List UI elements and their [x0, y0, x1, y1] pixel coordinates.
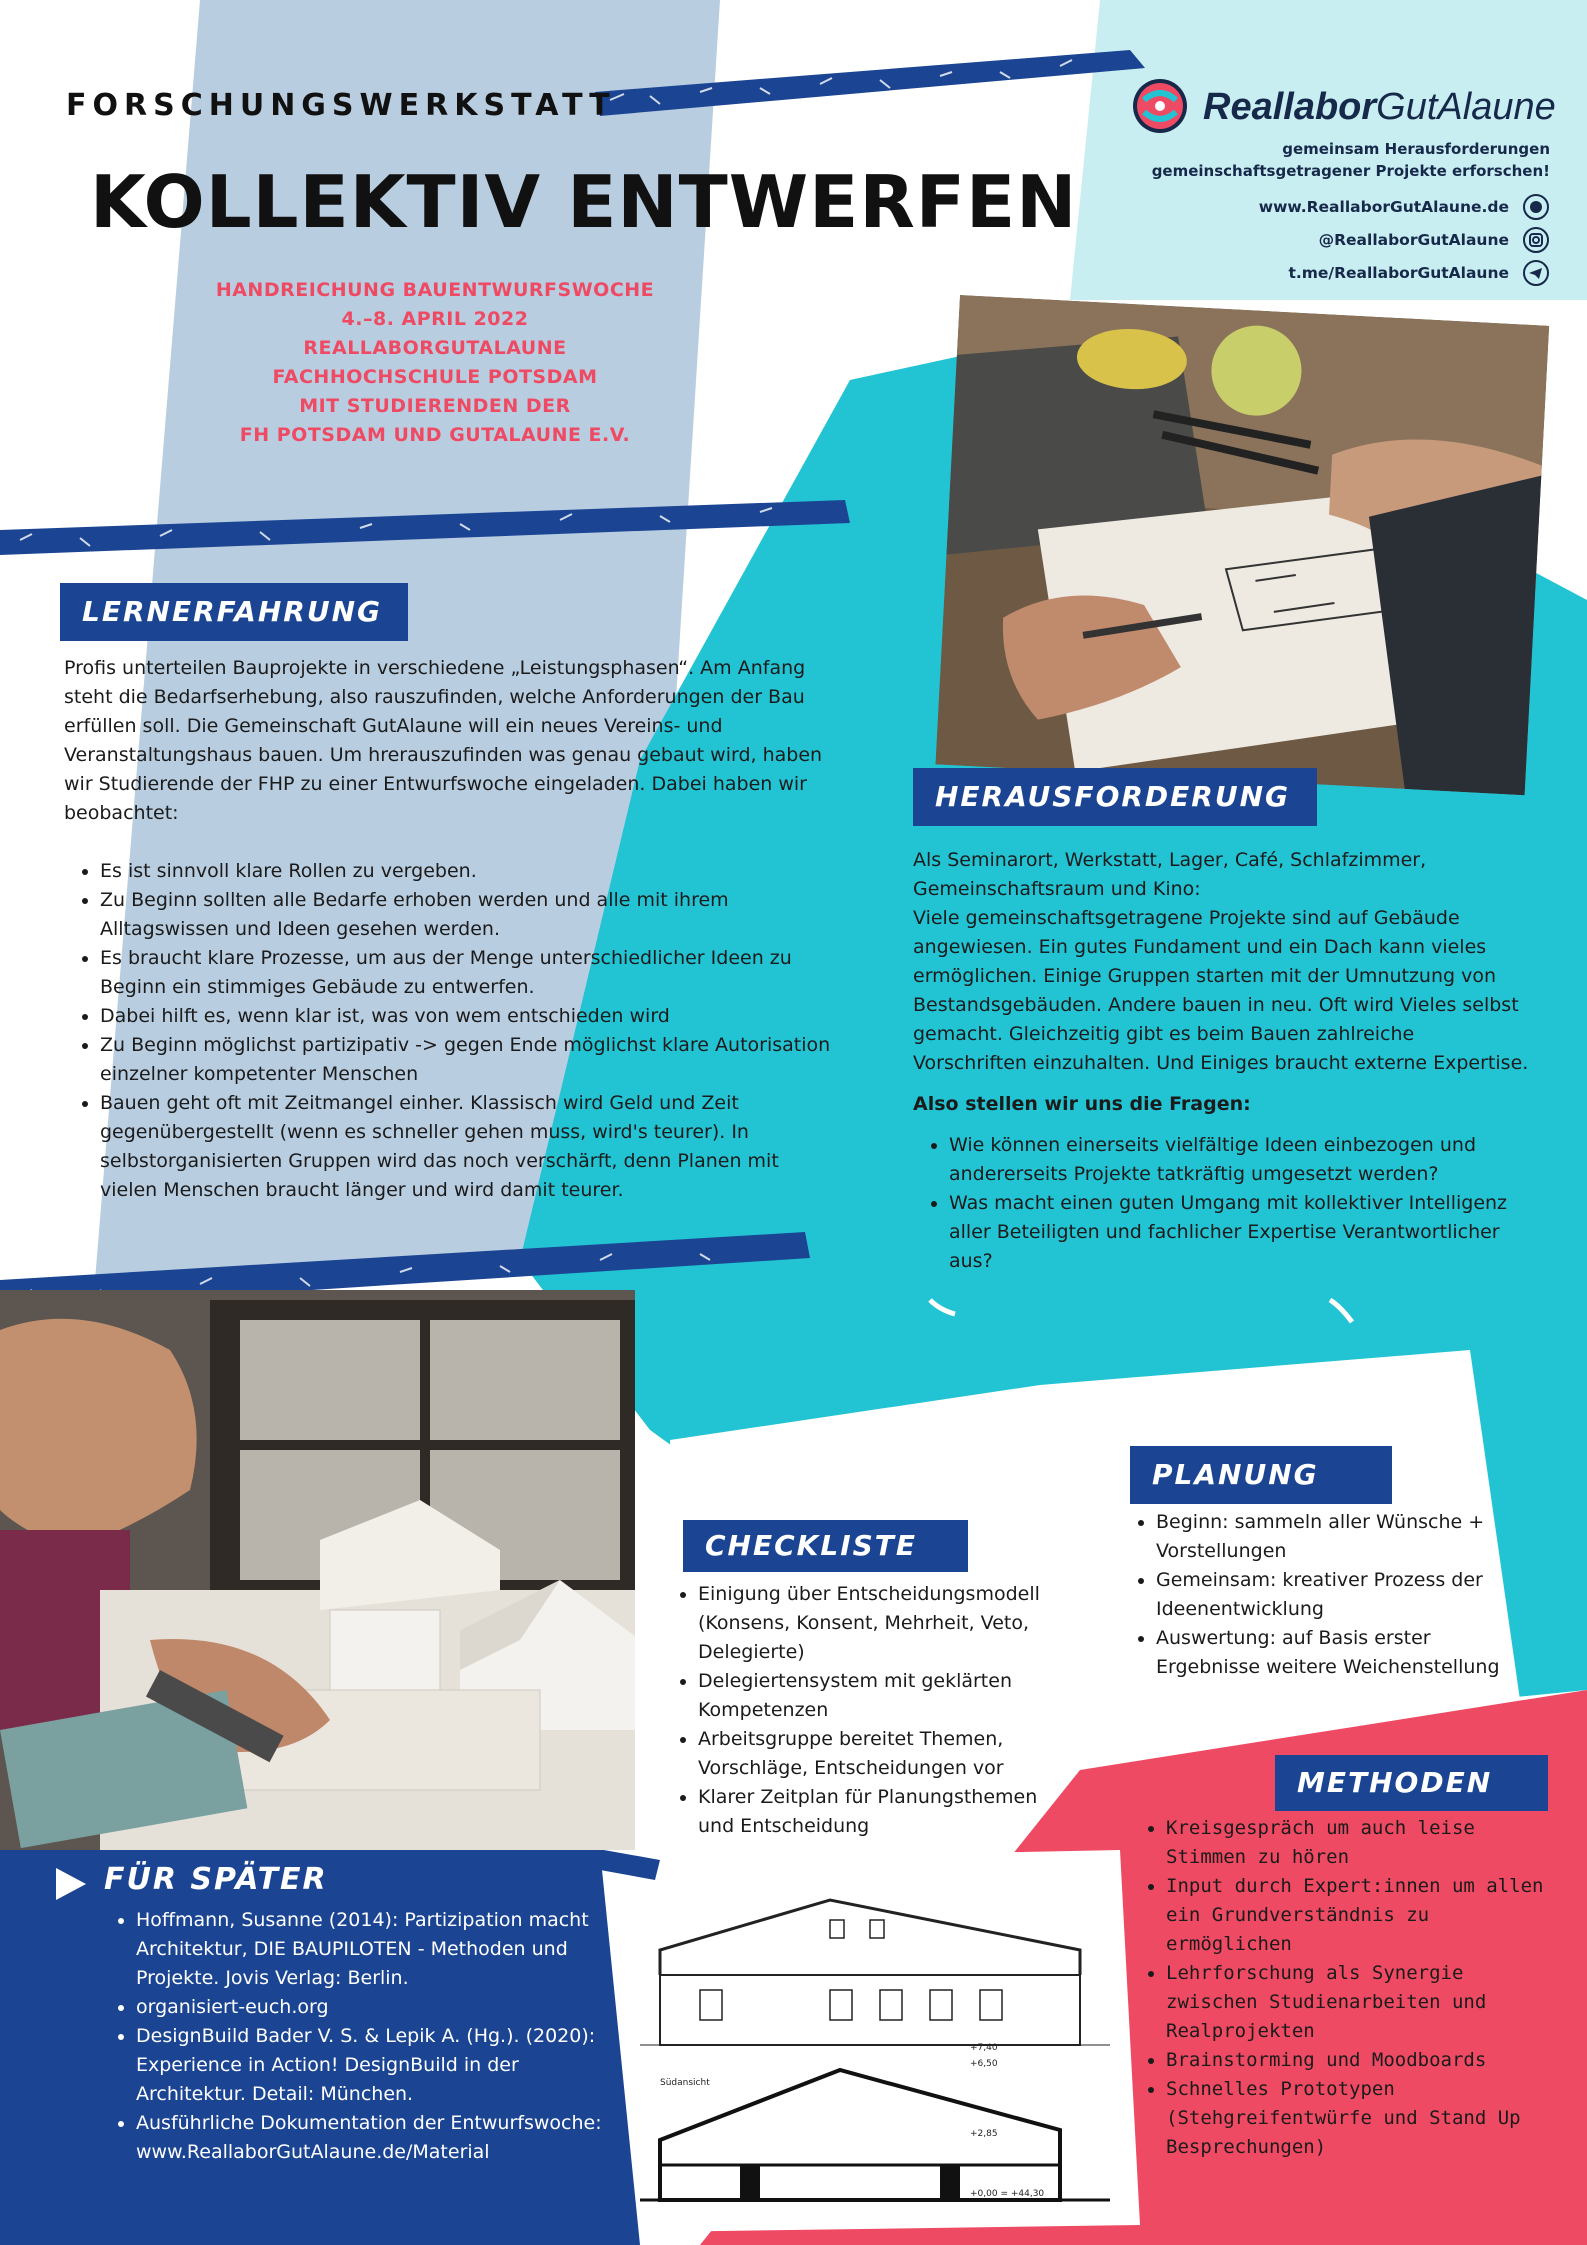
tagline-line: gemeinschaftsgetragener Projekte erforschen!	[1151, 162, 1550, 180]
lernerfahrung-list	[64, 857, 834, 1205]
subtitle-line: 4.–8. APRIL 2022	[341, 308, 529, 330]
drawing-dim-label: +2,85	[970, 2129, 998, 2139]
list-item: • Beginn: sammeln aller Wünsche + Vorstellungen	[1156, 1508, 1520, 1566]
list-item: • Hoffmann, Susanne (2014): Partizipation macht Architektur, DIE BAUPILOTEN - Methoden und Projekte. Jovis Verlag: Berlin.	[136, 1906, 628, 1993]
telegram-link[interactable]: t.me/ReallaborGutAlaune	[1288, 264, 1509, 282]
lernerfahrung-intro: Profis unterteilen Bauprojekte in verschiedene „Leistungsphasen“. Am Anfang steht die Bedarfserhebung, also rauszufinden, welche Anforderungen der Bau erfüllen soll. Die Gemeinschaft GutAlaune will ein neues Vereins- und Veranstaltungshaus bauen. Um hrerauszufinden was genau gebaut wird, haben wir Studierende der FHP zu einer Entwurfswoche eingeladen. Dabei haben wir beobachtet:	[64, 657, 823, 824]
brand-tagline	[1130, 138, 1550, 182]
subtitle-line: FH POTSDAM UND GUTALAUNE E.V.	[239, 424, 631, 446]
heading-fuer-spaeter: FÜR SPÄTER	[104, 1862, 328, 1897]
list-item: • Wie können einerseits vielfältige Ideen einbezogen und andererseits Projekte tatkräftig umgesetzt werden?	[949, 1131, 1533, 1189]
list-item: • Klarer Zeitplan für Planungsthemen und Entscheidung	[698, 1783, 1062, 1841]
list-item: • Schnelles Prototypen (Stehgreifentwürfe und Stand Up Besprechungen)	[1166, 2075, 1562, 2162]
checkliste-section	[662, 1580, 1062, 1841]
subtitle-block	[160, 276, 710, 450]
question-label: Also stellen wir uns die Fragen:	[913, 1093, 1251, 1115]
play-arrow-icon	[52, 1866, 88, 1902]
drawing-dim-label: +6,50	[970, 2059, 998, 2069]
list-item: • Auswertung: auf Basis erster Ergebnisse weitere Weichenstellung	[1156, 1624, 1520, 1682]
logo-part2: GutAlaune	[1376, 86, 1556, 128]
drawing-dim-label: +0,00 = +44,30	[970, 2189, 1045, 2199]
elevation-drawing	[640, 1880, 1120, 2225]
list-item: • Kreisgespräch um auch leise Stimmen zu hören	[1166, 1814, 1562, 1872]
heading-lernerfahrung: LERNERFAHRUNG	[60, 583, 408, 641]
list-item: • Delegiertensystem mit geklärten Kompetenzen	[698, 1667, 1062, 1725]
drawing-view-label: Südansicht	[660, 2078, 710, 2088]
list-item: • Zu Beginn sollten alle Bedarfe erhoben werden und alle mit ihrem Alltagswissen und Ideen gesehen werden.	[100, 886, 834, 944]
list-item: • Bauen geht oft mit Zeitmangel einher. Klassisch wird Geld und Zeit gegenübergestellt (wenn es schneller gehen muss, wird's teurer). In selbstorganisierten Gruppen wird das noch verschärft, denn Planen mit vielen Menschen braucht länger und wird damit teurer.	[100, 1089, 834, 1205]
logo-part1: Reallabor	[1203, 86, 1377, 128]
question-list	[913, 1131, 1533, 1276]
heading-checkliste: CHECKLISTE	[683, 1520, 968, 1572]
logo-icon	[1130, 76, 1190, 136]
list-item: • Brainstorming und Moodboards	[1166, 2046, 1562, 2075]
kicker: FORSCHUNGSWERKSTATT	[66, 88, 616, 123]
planung-list	[1120, 1508, 1520, 1682]
list-item: • Input durch Expert:innen um allen ein Grundverständnis zu ermöglichen	[1166, 1872, 1562, 1959]
checkliste-list	[662, 1580, 1062, 1841]
telegram-icon	[1523, 260, 1549, 286]
list-item: • Was macht einen guten Umgang mit kollektiver Intelligenz aller Beteiligten und fachlicher Expertise Verantwortlicher aus?	[949, 1189, 1533, 1276]
website-link[interactable]: www.ReallaborGutAlaune.de	[1258, 198, 1509, 216]
fuer-spaeter-section	[100, 1906, 628, 2167]
photo-drawing-hands	[935, 295, 1549, 795]
list-item: • Zu Beginn möglichst partizipativ -> gegen Ende möglichst klare Autorisation einzelner kompetenter Menschen	[100, 1031, 834, 1089]
heading-herausforderung: HERAUSFORDERUNG	[913, 768, 1317, 826]
subtitle-line: MIT STUDIERENDEN DER	[299, 395, 571, 417]
globe-icon	[1523, 194, 1549, 220]
list-item: • organisiert-euch.org	[136, 1993, 628, 2022]
instagram-link[interactable]: @ReallaborGutAlaune	[1318, 231, 1509, 249]
herausforderung-section	[913, 846, 1533, 1276]
page-title: KOLLEKTIV ENTWERFEN	[90, 160, 1078, 244]
list-item: • Gemeinsam: kreativer Prozess der Ideenentwicklung	[1156, 1566, 1520, 1624]
drawing-dim-label: +7,40	[970, 2043, 998, 2053]
list-item: • Es braucht klare Prozesse, um aus der Menge unterschiedlicher Ideen zu Beginn ein stimmiges Gebäude zu entwerfen.	[100, 944, 834, 1002]
list-item: • Lehrforschung als Synergie zwischen Studienarbeiten und Realprojekten	[1166, 1959, 1562, 2046]
list-item: • DesignBuild Bader V. S. & Lepik A. (Hg.). (2020): Experience in Action! DesignBuild in der Architektur. Detail: München.	[136, 2022, 628, 2109]
photo-model-building	[0, 1290, 635, 1850]
logo-wordmark	[1203, 86, 1556, 129]
methoden-section	[1130, 1814, 1562, 2162]
list-item: • Einigung über Entscheidungsmodell (Konsens, Konsent, Mehrheit, Veto, Delegierte)	[698, 1580, 1062, 1667]
list-item: • Ausführliche Dokumentation der Entwurfswoche: www.ReallaborGutAlaune.de/Material	[136, 2109, 628, 2167]
subtitle-line: FACHHOCHSCHULE POTSDAM	[272, 366, 598, 388]
reference-list	[100, 1906, 628, 2167]
list-item: • Es ist sinnvoll klare Rollen zu vergeben.	[100, 857, 834, 886]
methoden-list	[1130, 1814, 1562, 2162]
list-item: • Dabei hilft es, wenn klar ist, was von wem entschieden wird	[100, 1002, 834, 1031]
heading-planung: PLANUNG	[1130, 1446, 1392, 1504]
heading-methoden: METHODEN	[1275, 1755, 1548, 1811]
subtitle-line: HANDREICHUNG BAUENTWURFSWOCHE	[215, 279, 655, 301]
instagram-icon	[1523, 227, 1549, 253]
subtitle-line: REALLABORGUTALAUNE	[303, 337, 567, 359]
list-item: • Arbeitsgruppe bereitet Themen, Vorschläge, Entscheidungen vor	[698, 1725, 1062, 1783]
herausforderung-intro: Als Seminarort, Werkstatt, Lager, Café, Schlafzimmer, Gemeinschaftsraum und Kino: Viele gemeinschaftsgetragene Projekte sind auf Gebäude angewiesen. Ein gutes Fundament und ein Dach kann vieles ermöglichen. Einige Gruppen starten mit der Umnutzung von Bestandsgebäuden. Andere bauen in neu. Oft wird Vieles selbst gemacht. Gleichzeitig gibt es beim Bauen zahlreiche Vorschriften einzuhalten. Und Einiges braucht externe Expertise.	[913, 849, 1529, 1074]
lernerfahrung-section	[64, 654, 834, 1205]
planung-section	[1120, 1508, 1520, 1682]
tagline-line: gemeinsam Herausforderungen	[1282, 140, 1550, 158]
